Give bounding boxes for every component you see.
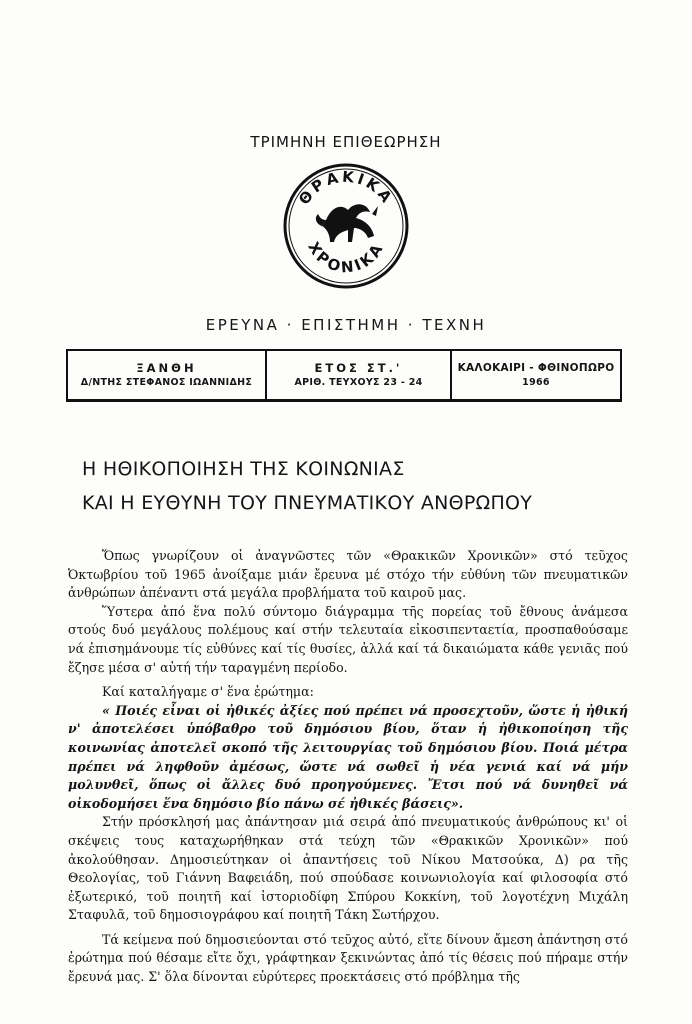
place-label: ΞΑΝΘΗ (136, 360, 197, 375)
paragraph: Ὅπως γνωρίζουν οἱ ἀναγνῶστες τῶν «Θρακικῶν Χρονικῶν» στό τεῦχος Ὀκτωβρίου τοῦ 1965 ἀνοίξαμε μιάν ἔρευνα μέ στόχο τήν εὐθύνη τῶν πνευματικῶν ἀνθρώπων ἀπέναντι στά μεγάλα προβλήματα τοῦ καιροῦ μας. (68, 548, 628, 601)
issue-number-label: ΑΡΙΘ. ΤΕΥΧΟΥΣ 23 - 24 (294, 376, 423, 388)
paragraph: Στήν πρόσκλησή μας ἀπάντησαν μιά σειρά ἀπό πνευματικούς ἀνθρώπους κι' οἱ σκέψεις τους καταχωρήθηκαν στά τεύχη τῶν «Θρακικῶν Χρονικῶν» πού ἀκολούθησαν. Δημοσιεύτηκαν οἱ ἀπαντήσεις τοῦ Νίκου Ματσούκα, Δ) ρα τῆς Θεολογίας, τοῦ Γιάννη Βαφειάδη, πού σπούδασε κοινωνιολογία καί φιλοσοφία στό ἐξωτερικό, τοῦ ποιητῆ καί ἱστοριοδίφη Σπύρου Κοκκίνη, τοῦ λογοτέχνη Μιχάλη Σταφυλᾶ, τοῦ δημοσιογράφου καί ποιητῆ Τάκη Σωτήρχου. (68, 814, 628, 923)
griffin-icon (316, 204, 378, 242)
coin-emblem-logo (282, 162, 410, 290)
season-cell (452, 351, 620, 399)
emblem-top-text: ΘΡΑΚΙΚΑ (294, 167, 398, 209)
publisher-cell (68, 351, 267, 399)
article-title-line-1: Η ΗΘΙΚΟΠΟΙΗΣΗ ΤΗΣ ΚΟΙΝΩΝΙΑΣ (82, 458, 405, 480)
paragraph: Ὕστερα ἀπό ἕνα πολύ σύντομο διάγραμμα τῆς πορείας τοῦ ἔθνους ἀνάμεσα στούς δυό μεγάλους πολέμους καί στήν τελευταία εἰκοσιπενταετία, προσπαθούσαμε νά ἐπισημάνουμε τίς εὐθύνες καί τίς θυσίες, ἀλλά καί τά δικαιώματα κάθε γενιᾶς πού ἔζησε μέσα σ' αὐτή τήν ταραγμένη περίοδο. (68, 603, 628, 675)
journal-motto: ΕΡΕΥΝΑ · ΕΠΙΣΤΗΜΗ · ΤΕΧΝΗ (205, 316, 487, 334)
director-label: Δ/ΝΤΗΣ ΣΤΕΦΑΝΟΣ ΙΩΑΝΝΙΔΗΣ (80, 376, 253, 388)
article-title (82, 452, 682, 520)
issue-info-box (66, 349, 622, 402)
paragraph: Τά κείμενα πού δημοσιεύονται στό τεῦχος αὐτό, εἴτε δίνουν ἄμεση ἀπάντηση στό ἐρώτημα πού θέσαμε εἴτε ὄχι, γράφτηκαν ξεκινώντας ἀπό τίς θέσεις πού πήραμε στήν ἔρευνά μας. Σ' ὅλα δίνονται εὐρύτερες προεκτάσεις στό πρόβλημα τῆς (68, 931, 628, 985)
quoted-question: « Ποιές εἶναι οἱ ἠθικές ἀξίες πού πρέπει νά προσεχτοῦν, ὥστε ἡ ἠθική ν' ἀποτελέσει ὑπόβαθρο τοῦ δημόσιου βίου, ὅταν ἡ ἠθικοποίηση τῆς κοινωνίας ἀποτελεῖ σκοπό τῆς λειτουργίας τοῦ δημόσιου βίου. Ποιά μέτρα πρέπει νά ληφθοῦν ἀμέσως, ὥστε νά σωθεῖ ἡ νέα γενιά καί νά μήν μολυνθεῖ, ὅπως οἱ ἄλλες δυό προηγούμενες. Ἔτσι πού νά δυνηθεῖ νά οἰκοδομήσει ἕνα δημόσιο βίο πάνω σέ ἠθικές βάσεις». (68, 702, 628, 811)
journal-title: ΤΡΙΜΗΝΗ ΕΠΙΘΕΩΡΗΣΗ (250, 133, 442, 151)
year-number-label: 1966 (522, 376, 550, 388)
article-body (68, 547, 628, 987)
paragraph: Καί καταλήγαμε σ' ἕνα ἐρώτημα: (102, 684, 314, 700)
issue-cell (267, 351, 452, 399)
emblem-bottom-text: ΧΡΟΝΙΚΑ (304, 238, 388, 277)
article-title-line-2: ΚΑΙ Η ΕΥΘΥΝΗ ΤΟΥ ΠΝΕΥΜΑΤΙΚΟΥ ΑΝΘΡΩΠΟΥ (82, 492, 533, 514)
coin-emblem-icon (282, 162, 410, 290)
year-label: ΕΤΟΣ ΣΤ.' (314, 360, 403, 375)
season-label: ΚΑΛΟΚΑΙΡΙ - ΦΘΙΝΟΠΩΡΟ (457, 361, 615, 374)
